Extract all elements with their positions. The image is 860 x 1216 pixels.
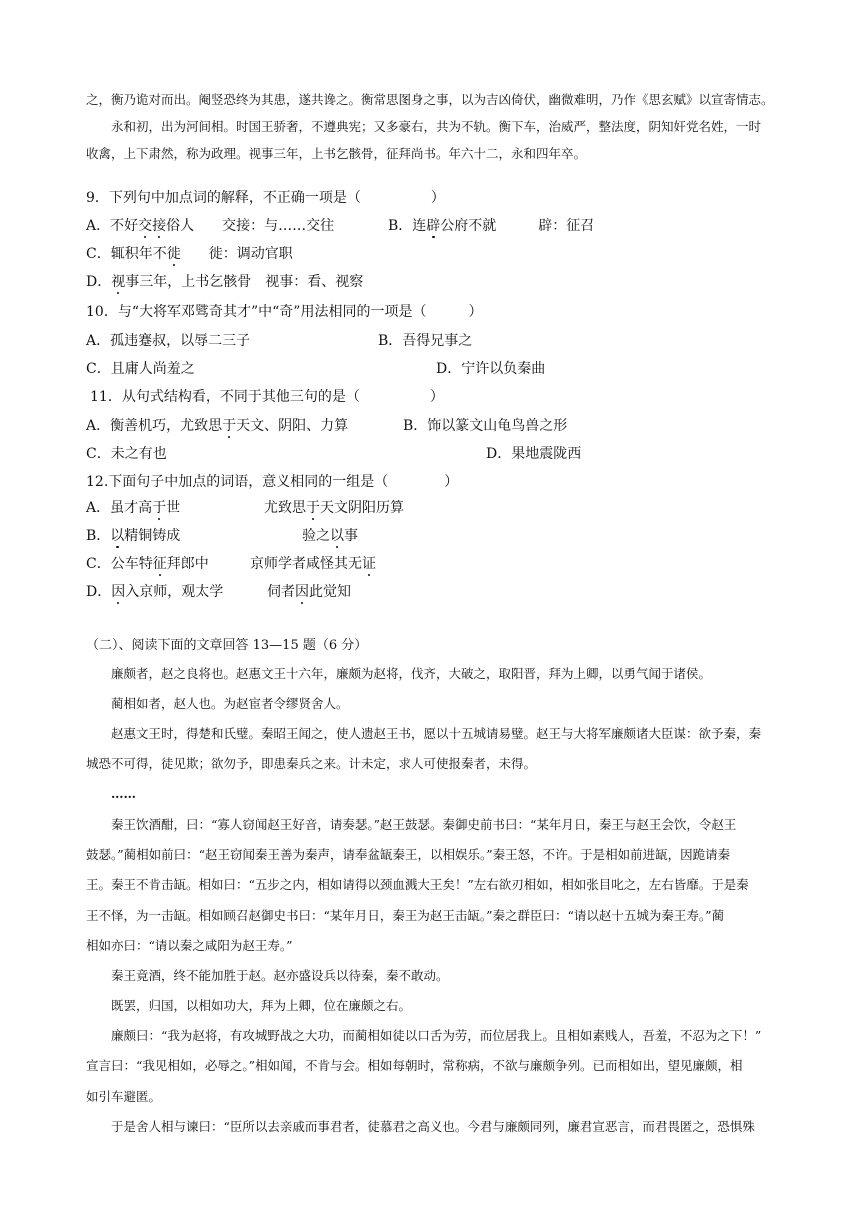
passage-line: 既罢，归国，以相如功大，拜为上卿，位在廉颇之右。 [111,998,412,1013]
passage-line: 于是舍人相与谏曰：“臣所以去亲戚而事君者，徒慕君之高义也。今君与廉颇同列，廉君宣恶言，而君畏匿之，恐惧殊 [111,1119,755,1134]
question-12-stem: 12.下面句子中加点的词语，意义相同的一组是（ ） [86,474,459,490]
question-11-option-b: B．饰以篆文山龟鸟兽之形 [403,418,568,434]
passage-line: 赵惠文王时，得楚和氏璧。秦昭王闻之，使人遗赵王书，愿以十五城请易璧。赵王与大将军廉颇诸大臣谋：欲予秦，秦 [111,726,762,741]
passage-line: 廉颇曰：“我为赵将，有攻城野战之大功，而蔺相如徒以口舌为劳，而位居我上。且相如素贱人，吾羞，不忍为之下！” [111,1028,762,1043]
passage-line: 廉颇者，赵之良将也。赵惠文王十六年，廉颇为赵将，伐齐，大破之，取阳晋，拜为上卿，以勇气闻于诸侯。 [111,666,712,681]
question-12-option-a: A．虽才高于世 [86,500,181,516]
question-12-option-c: C．公车特征拜郎中 [86,556,209,572]
question-12-option-c-pair: 京师学者咸怪其无证 [250,556,376,572]
passage-line: 秦王饮酒酣，曰：“寡人窃闻赵王好音，请奏瑟。”赵王鼓瑟。秦御史前书曰：“某年月日，秦王与赵王会饮，令赵王 [111,817,737,832]
passage-line: 如引车避匿。 [86,1089,162,1104]
passage-line: 之，衡乃诡对而出。阉竖恐终为其患，遂共谗之。衡常思图身之事，以为吉凶倚伏，幽微难明，乃作《思玄赋》以宣寄情志。 [86,92,774,107]
question-11-stem: 11．从句式结构看，不同于其他三句的是（ ） [90,389,444,405]
section-heading: （二）、阅读下面的文章回答 13—15 题（6 分） [86,638,368,653]
question-11-option-d: D．果地震陇西 [486,446,582,462]
question-11-option-c: C．未之有也 [86,446,167,462]
question-12-option-d-pair: 伺者因此觉知 [267,584,351,600]
question-12-option-d: D．因入京师，观太学 [86,584,224,600]
passage-line: 王不怿，为一击缻。相如顾召赵御史书曰：“某年月日，秦王为赵王击缻。”秦之群臣曰：“请以赵十五城为秦王寿。”蔺 [86,908,725,923]
passage-ellipsis: …… [111,786,136,801]
passage-line: 收禽，上下肃然，称为政理。视事三年，上书乞骸骨，征拜尚书。年六十二，永和四年卒。 [86,146,587,161]
question-12-option-b-pair: 验之以事 [302,528,358,544]
passage-line: 蔺相如者，赵人也。为赵宦者令缪贤舍人。 [111,696,349,711]
passage-line: 宣言曰：“我见相如，必辱之。”相如闻，不肯与会。相如每朝时，常称病，不欲与廉颇争列。已而相如出，望见廉颇，相 [86,1058,743,1073]
passage-line: 王。秦王不肯击缻。相如曰：“五步之内，相如请得以颈血溅大王矣！”左右欲刃相如，相如张目叱之，左右皆靡。于是秦 [86,877,749,892]
question-9-option-c: C．辄积年不徙 徙：调动官职 [86,246,293,262]
passage-line: 相如亦曰：“请以秦之咸阳为赵王寿。” [86,938,293,953]
question-11-option-a: A．衡善机巧，尤致思于天文、阴阳、力算 [86,418,349,434]
question-12-option-a-pair: 尤致思于天文阴阳历算 [264,500,404,516]
question-9-option-d: D．视事三年，上书乞骸骨 视事：看、视察 [86,274,364,290]
question-12-option-b: B．以精铜铸成 [86,528,181,544]
question-10-option-d: D．宁许以负秦曲 [436,361,546,377]
passage-line: 鼓瑟。”蔺相如前曰：“赵王窃闻秦王善为秦声，请奉盆缻秦王，以相娱乐。”秦王怒，不许。于是相如前进缻，因跪请秦 [86,847,731,862]
passage-line: 永和初，出为河间相。时国王骄奢，不遵典宪；又多豪右，共为不轨。衡下车，治威严，整法度，阴知奸党名姓，一时 [111,119,762,134]
passage-line: 秦王竟酒，终不能加胜于赵。赵亦盛设兵以待秦，秦不敢动。 [111,968,449,983]
question-9-option-a: A．不好交接俗人 交接：与……交往 [86,218,335,234]
question-9-stem: 9．下列句中加点词的解释，不正确一项是（ ） [86,190,445,206]
passage-line: 城恐不可得，徒见欺；欲勿予，即患秦兵之来。计未定，求人可使报秦者，未得。 [86,756,537,771]
question-10-option-b: B．吾得兄事之 [378,333,473,349]
question-9-option-b: B．连辟公府不就 辟：征召 [388,218,595,234]
question-10-option-c: C．且庸人尚羞之 [86,361,195,377]
question-10-option-a: A．孤违蹇叔，以辱二三子 [86,333,251,349]
question-10-stem: 10．与“大将军邓骘奇其才”中“奇”用法相同的一项是（ ） [86,304,483,320]
